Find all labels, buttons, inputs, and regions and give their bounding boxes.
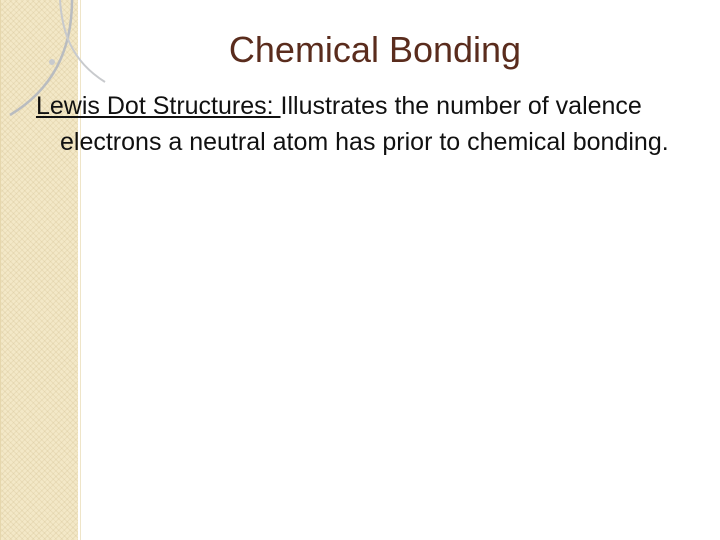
slide-title: Chemical Bonding xyxy=(228,29,522,70)
term-label: Lewis Dot Structures: xyxy=(36,92,281,120)
definition-paragraph xyxy=(36,88,720,160)
term-definition: Illustrates the number of valence electrons a neutral atom has prior to chemical bonding. xyxy=(60,92,669,156)
